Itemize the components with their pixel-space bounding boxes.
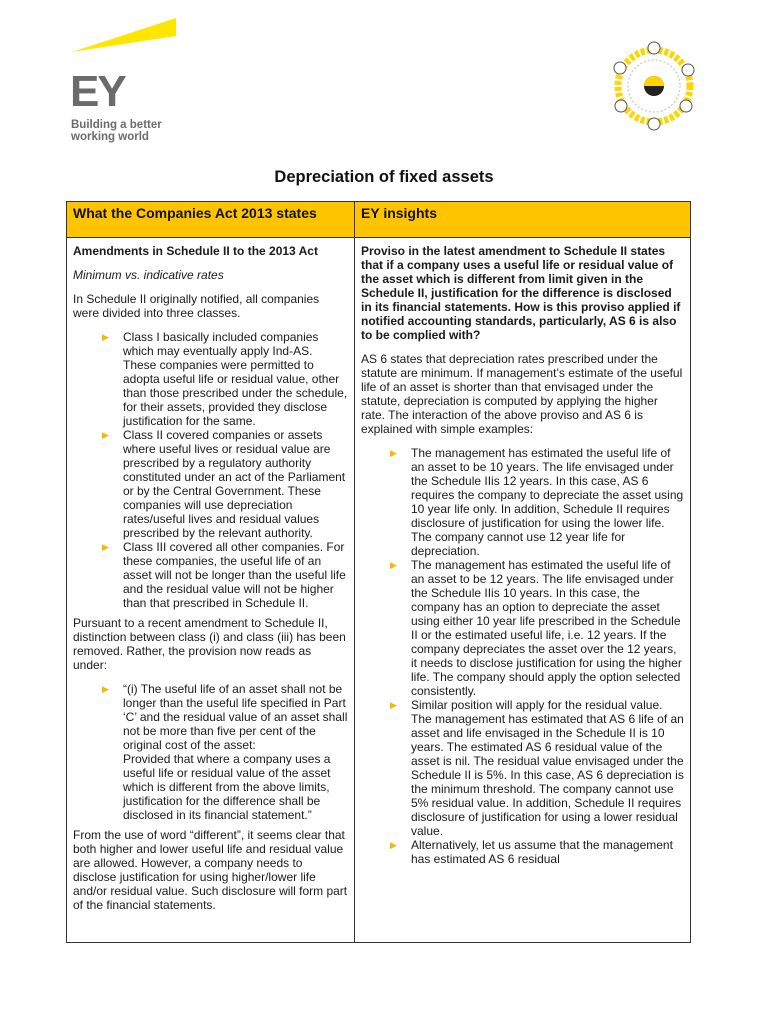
logo-letters: EY (70, 67, 125, 116)
table-row (67, 238, 691, 943)
insight-answer-intro: AS 6 states that depreciation rates prescribed under the statute are minimum. If management’s estimate of the useful life of an asset is shorter than that envisaged under the statute, depreciation is computed by applying the higher rate. The interaction of the above proviso and AS 6 is explained with simple examples: (361, 352, 683, 436)
tagline-line-1: Building a better (71, 119, 162, 131)
col2-header: EY insights (355, 202, 691, 238)
act-subheading: Minimum vs. indicative rates (73, 268, 224, 282)
col1-header: What the Companies Act 2013 states (67, 202, 355, 238)
tagline-line-2: working world (71, 131, 149, 143)
table-header-row (67, 202, 691, 238)
act-intro: In Schedule II originally notified, all companies were divided into three classes. (73, 292, 320, 320)
closing-paragraph: From the use of word “different”, it seems clear that both higher and lower useful life and residual value are allowed. However, a company needs to disclose justification for using higher/lower life and/or residual value. Such disclosure will form part of the financial statements. (73, 828, 348, 912)
list-item: ▶ Class III covered all other companies. For these companies, the useful life of an asset will not be longer than the useful life and the residual value will not be higher than that prescribed in Schedule II. (123, 540, 348, 610)
logo-beam-icon (70, 16, 180, 56)
ey-logo (70, 16, 190, 143)
list-item: ▶ Class I basically included companies which may eventually apply Ind-AS. These companies were permitted to adopta useful life or residual value, other than those prescribed under the schedule, for their assets, provided they disclose justification for the same. (123, 330, 348, 428)
quote-main: “(i) The useful life of an asset shall not be longer than the useful life specified in Part ‘C’ and the residual value of an asset shall not be more than five per cent of the original cost of the asset: (123, 682, 348, 752)
quote-list (73, 682, 348, 822)
amendment-paragraph: Pursuant to a recent amendment to Schedule II, distinction between class (i) and class (iii) has been removed. Rather, the provision now reads as under: (73, 616, 346, 672)
list-item: ▶ Alternatively, let us assume that the management has estimated AS 6 residual (411, 838, 684, 866)
act-column (67, 238, 355, 943)
comparison-table (66, 201, 691, 943)
list-item: ▶ The management has estimated the useful life of an asset to be 10 years. The life envisaged under the Schedule IIis 12 years. In this case, AS 6 requires the company to depreciate the asset using 10 year life only. In addition, Schedule II requires disclosure of justification for using the lower life. The company cannot use 12 year life for depreciation. (411, 446, 684, 558)
list-item: ▶ Class II covered companies or assets where useful lives or residual value are prescribed by a regulatory authority constituted under an act of the Parliament or by the Central Government. These companies will use depreciation rates/useful lives and residual values prescribed by the relevant authority. (123, 428, 348, 540)
list-item: ▶ The management has estimated the useful life of an asset to be 12 years. The life envisaged under the Schedule IIis 10 years. In this case, the company has an option to depreciate the asset using either 10 year life prescribed in the Schedule II or the estimated useful life, i.e. 12 years. If the company depreciates the asset over the 12 years, it needs to disclose justification for using the higher life. The company should apply the option selected consistently. (411, 558, 684, 698)
insights-column (355, 238, 691, 943)
list-item: ▶ Similar position will apply for the residual value. The management has estimated that AS 6 life of an asset and life envisaged in the Schedule II is 10 years. The estimated AS 6 residual value of the asset is nil. The residual value envisaged under the Schedule II is 5%. In this case, AS 6 depreciation is the minimum threshold. The company cannot use 5% residual value. In addition, Schedule II requires disclosure of justification for using a lower residual value. (411, 698, 684, 838)
quote-proviso: Provided that where a company uses a useful life or residual value of the asset which is different from the above limits, justification for the difference shall be disclosed in its financial statement.” (123, 752, 331, 822)
page-title: Depreciation of fixed assets (274, 168, 494, 186)
class-list (73, 330, 348, 610)
insight-question: Proviso in the latest amendment to Schedule II states that if a company uses a useful life or residual value of the asset which is different from limit given in the Schedule II, justification for the difference is disclosed in its financial statements. How is this proviso applied if notified accounting standards, particularly, AS 6 is also to be complied with? (361, 244, 681, 342)
infographic-wheel-icon (606, 38, 702, 134)
examples-list (361, 446, 684, 866)
logo-tagline (71, 119, 191, 143)
act-heading: Amendments in Schedule II to the 2013 Act (73, 244, 318, 258)
list-item (123, 682, 348, 822)
